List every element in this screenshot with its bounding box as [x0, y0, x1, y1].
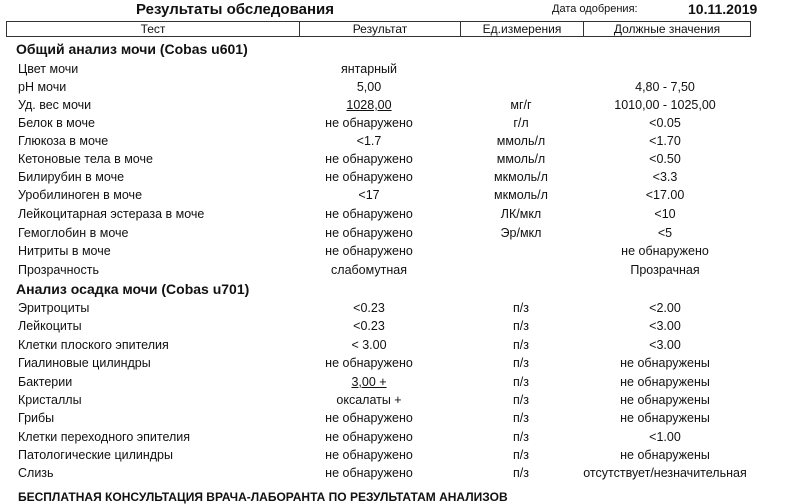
cell-unit: мкмоль/л [494, 188, 548, 202]
cell-test: Грибы [18, 411, 55, 425]
cell-result: не обнаружено [325, 207, 413, 221]
table-row [0, 205, 800, 223]
cell-test: Кетоновые тела в моче [18, 152, 153, 166]
cell-test: Уробилиноген в моче [18, 188, 143, 202]
cell-result: не обнаружено [325, 356, 413, 370]
table-row [0, 354, 800, 372]
cell-unit: п/з [513, 356, 529, 370]
cell-test: Нитриты в моче [18, 244, 111, 258]
cell-test: Уд. вес мочи [18, 98, 92, 112]
table-row [0, 409, 800, 427]
column-header-norm: Должные значения [613, 22, 721, 36]
cell-norm: <3.3 [652, 170, 678, 184]
cell-result: не обнаружено [325, 226, 413, 240]
cell-unit: п/з [513, 319, 529, 333]
cell-result: 3,00 + [351, 375, 387, 389]
cell-test: Лейкоцитарная эстераза в моче [18, 207, 205, 221]
cell-norm: <17.00 [645, 188, 685, 202]
section-title-sediment: Анализ осадка мочи (Cobas u701) [16, 281, 250, 297]
approval-date-value: 10.11.2019 [688, 1, 758, 17]
cell-unit: п/з [513, 430, 529, 444]
cell-norm: <1.70 [649, 134, 681, 148]
cell-result: не обнаружено [325, 152, 413, 166]
cell-unit: ЛК/мкл [500, 207, 542, 221]
page-title: Результаты обследования [136, 1, 334, 18]
cell-norm: не обнаружены [620, 375, 710, 389]
cell-result: не обнаружено [325, 170, 413, 184]
cell-test: Билирубин в моче [18, 170, 125, 184]
cell-test: Клетки плоского эпителия [18, 338, 169, 352]
cell-unit: ммоль/л [496, 134, 546, 148]
table-row [0, 78, 800, 96]
cell-test: Кристаллы [18, 393, 82, 407]
cell-result: не обнаружено [325, 116, 413, 130]
cell-unit: п/з [513, 375, 529, 389]
cell-norm: <3.00 [649, 338, 681, 352]
cell-result: не обнаружено [325, 411, 413, 425]
table-row [0, 336, 800, 354]
cell-unit: г/л [513, 116, 529, 130]
table-row [0, 428, 800, 446]
table-row [0, 114, 800, 132]
cell-norm: не обнаружено [621, 244, 709, 258]
table-row [0, 373, 800, 391]
cell-unit: п/з [513, 393, 529, 407]
cell-result: слабомутная [331, 263, 407, 277]
cell-result: <0.23 [353, 301, 385, 315]
cell-test: Прозрачность [18, 263, 99, 277]
cell-result: <1.7 [356, 134, 382, 148]
cell-norm: <1.00 [649, 430, 681, 444]
table-row [0, 186, 800, 204]
table-row [0, 299, 800, 317]
cell-unit: п/з [513, 466, 529, 480]
cell-norm: <0.05 [649, 116, 681, 130]
cell-test: Слизь [18, 466, 54, 480]
cell-unit: ммоль/л [496, 152, 546, 166]
cell-result: не обнаружено [325, 448, 413, 462]
table-row [0, 242, 800, 260]
cell-test: Гемоглобин в моче [18, 226, 129, 240]
table-header [6, 21, 751, 37]
cell-norm: не обнаружены [620, 356, 710, 370]
cell-test: Клетки переходного эпителия [18, 430, 191, 444]
column-header-unit: Ед.измерения [461, 22, 584, 36]
cell-norm: 4,80 - 7,50 [635, 80, 695, 94]
table-row [0, 261, 800, 279]
cell-norm: <3.00 [649, 319, 681, 333]
cell-norm: <5 [657, 226, 673, 240]
cell-norm: не обнаружены [620, 411, 710, 425]
cell-norm: отсутствует/незначительная [583, 466, 747, 480]
cell-norm: <2.00 [649, 301, 681, 315]
cell-unit: мкмоль/л [494, 170, 548, 184]
cell-test: Лейкоциты [18, 319, 82, 333]
cell-result: <17 [358, 188, 380, 202]
cell-test: Гиалиновые цилиндры [18, 356, 151, 370]
cell-norm: не обнаружены [620, 393, 710, 407]
table-row [0, 168, 800, 186]
table-row [0, 464, 800, 482]
cell-norm: не обнаружены [620, 448, 710, 462]
cell-unit: Эр/мкл [500, 226, 542, 240]
cell-norm: <0.50 [649, 152, 681, 166]
cell-unit: п/з [513, 301, 529, 315]
cell-unit: п/з [513, 448, 529, 462]
footer-consultation-link[interactable]: БЕСПЛАТНАЯ КОНСУЛЬТАЦИЯ ВРАЧА-ЛАБОРАНТА ПО РЕЗУЛЬТАТАМ АНАЛИЗОВ [18, 490, 508, 504]
cell-norm: Прозрачная [630, 263, 700, 277]
cell-result: <0.23 [353, 319, 385, 333]
cell-test: Бактерии [18, 375, 73, 389]
cell-test: pH мочи [18, 80, 67, 94]
cell-test: Белок в моче [18, 116, 95, 130]
cell-result: 1028,00 [346, 98, 392, 112]
table-row [0, 446, 800, 464]
table-row [0, 96, 800, 114]
table-row [0, 317, 800, 335]
column-header-test: Тест [7, 22, 300, 36]
cell-result: оксалаты + [336, 393, 402, 407]
table-row [0, 60, 800, 78]
cell-unit: мг/г [510, 98, 532, 112]
cell-test: Эритроциты [18, 301, 90, 315]
section-title-urinalysis: Общий анализ мочи (Cobas u601) [16, 41, 248, 57]
column-header-result: Результат [300, 22, 461, 36]
cell-result: не обнаружено [325, 244, 413, 258]
table-row [0, 132, 800, 150]
cell-result: янтарный [340, 62, 398, 76]
cell-test: Патологические цилиндры [18, 448, 173, 462]
cell-unit: п/з [513, 411, 529, 425]
cell-result: < 3.00 [351, 338, 387, 352]
cell-result: не обнаружено [325, 466, 413, 480]
cell-test: Цвет мочи [18, 62, 79, 76]
cell-result: 5,00 [356, 80, 382, 94]
cell-result: не обнаружено [325, 430, 413, 444]
table-row [0, 150, 800, 168]
approval-date-label: Дата одобрения: [552, 3, 638, 15]
cell-test: Глюкоза в моче [18, 134, 109, 148]
cell-unit: п/з [513, 338, 529, 352]
cell-norm: 1010,00 - 1025,00 [614, 98, 716, 112]
table-row [0, 391, 800, 409]
table-row [0, 224, 800, 242]
cell-norm: <10 [654, 207, 676, 221]
